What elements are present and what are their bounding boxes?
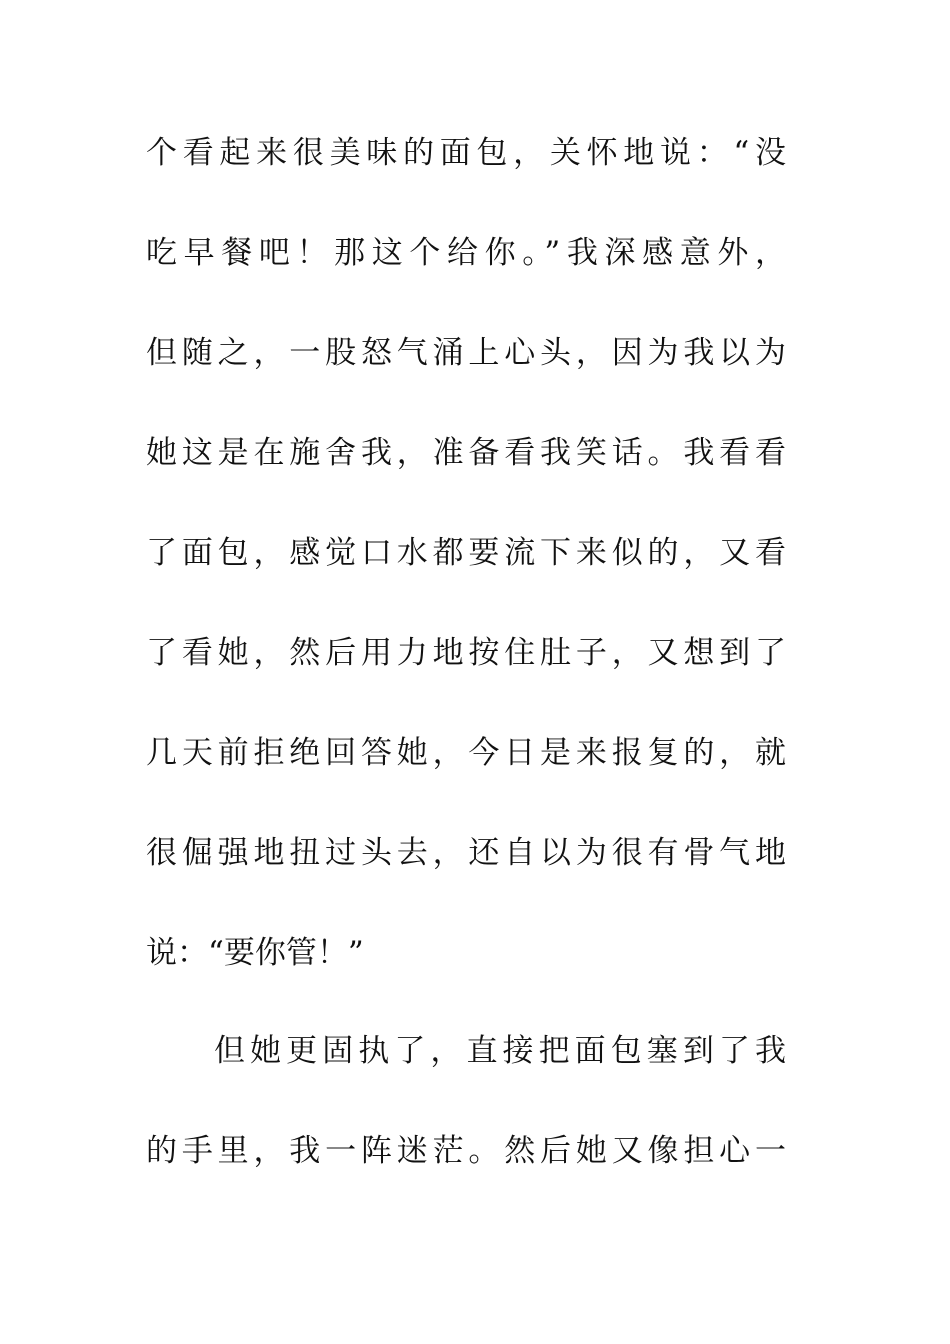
text-line-1: 个看起来很美味的面包，关怀地说：“没 (146, 135, 786, 171)
text-line-10: 但她更固执了，直接把面包塞到了我 (214, 1033, 786, 1069)
text-line-2: 吃早餐吧！那这个给你。”我深感意外， (146, 235, 786, 271)
text-line-7: 几天前拒绝回答她，今日是来报复的，就 (146, 735, 786, 771)
text-line-11: 的手里，我一阵迷茫。然后她又像担心一 (146, 1133, 786, 1169)
text-line-6: 了看她，然后用力地按住肚子，又想到了 (146, 635, 786, 671)
text-line-9: 说：“要你管！” (146, 935, 364, 971)
text-line-8: 很倔强地扭过头去，还自以为很有骨气地 (146, 835, 786, 871)
text-line-3: 但随之，一股怒气涌上心头，因为我以为 (146, 335, 786, 371)
text-line-5: 了面包，感觉口水都要流下来似的，又看 (146, 535, 786, 571)
text-line-4: 她这是在施舍我，准备看我笑话。我看看 (146, 435, 786, 471)
